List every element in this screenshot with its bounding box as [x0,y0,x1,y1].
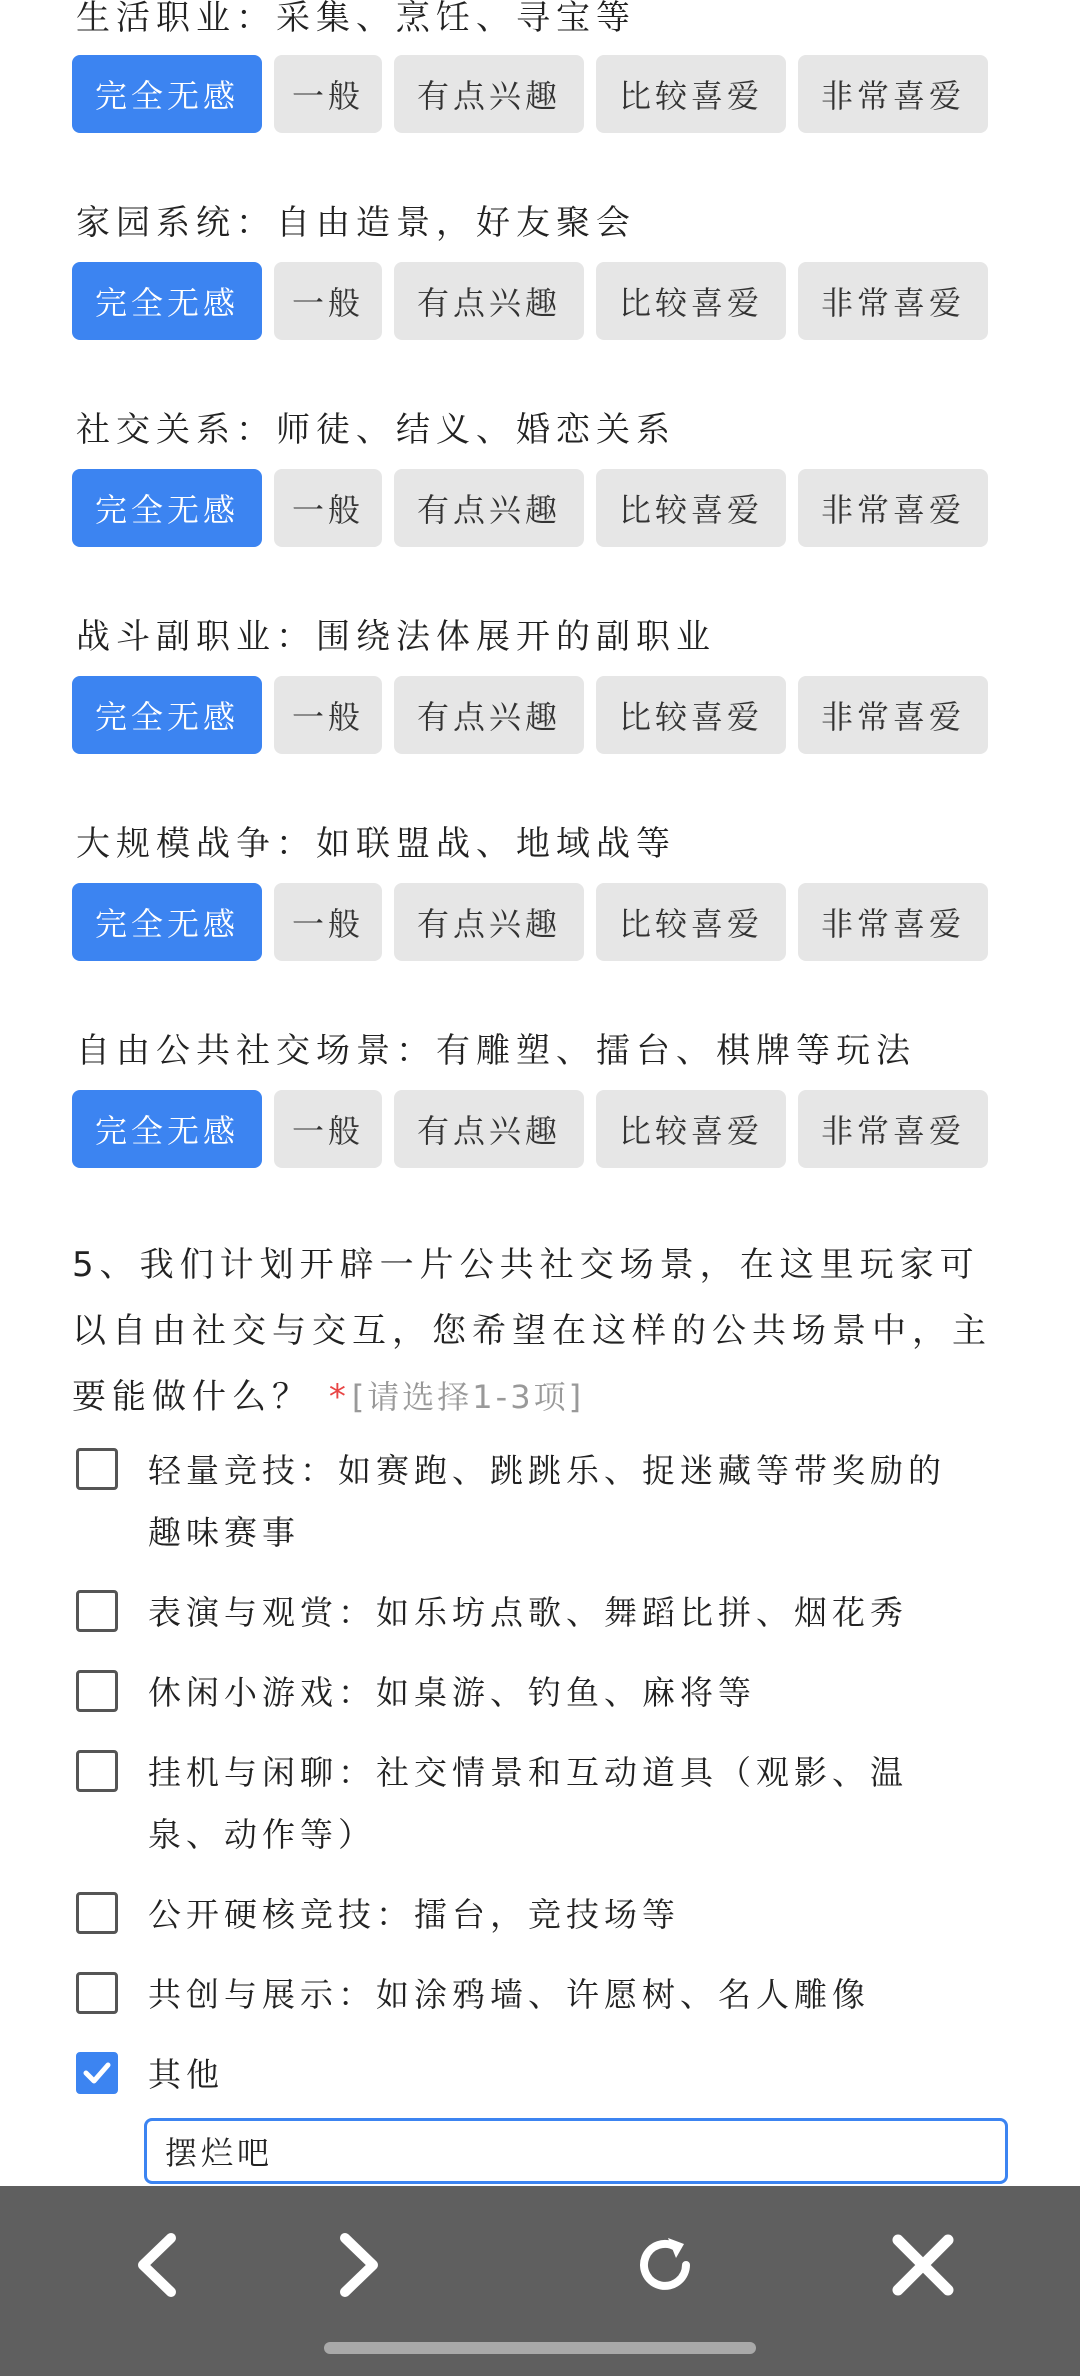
checkbox-option-other[interactable] [76,2044,978,2106]
option-average[interactable]: 一般 [274,469,382,547]
option-average[interactable]: 一般 [274,676,382,754]
row-label: 家园系统：自由造景，好友聚会 [76,203,636,243]
row-label: 自由公共社交场景：有雕塑、擂台、棋牌等玩法 [76,1031,916,1071]
checkbox-label: 表演与观赏：如乐坊点歌、舞蹈比拼、烟花秀 [148,1593,908,1632]
option-some-interest[interactable]: 有点兴趣 [394,883,584,961]
checkmark-icon [81,2057,113,2089]
back-icon [127,2230,187,2300]
forward-button[interactable] [314,2220,404,2310]
refresh-icon [630,2230,700,2300]
rating-options-row [72,676,988,754]
option-some-interest[interactable]: 有点兴趣 [394,262,584,340]
required-mark: * [328,1377,352,1417]
checkbox-label: 共创与展示：如涂鸦墙、许愿树、名人雕像 [148,1975,870,2014]
checkbox[interactable] [76,1892,118,1934]
checkbox-option[interactable] [76,1742,978,1866]
question-hint: [请选择1-3项] [351,1378,585,1416]
option-some-interest[interactable]: 有点兴趣 [394,469,584,547]
rating-options-row [72,883,988,961]
checkbox[interactable] [76,1750,118,1792]
option-like[interactable]: 比较喜爱 [596,1090,786,1168]
option-some-interest[interactable]: 有点兴趣 [394,55,584,133]
checkbox[interactable] [76,1972,118,2014]
option-love[interactable]: 非常喜爱 [798,469,988,547]
checkbox-label: 公开硬核竞技：擂台，竞技场等 [148,1895,680,1934]
option-average[interactable]: 一般 [274,262,382,340]
option-like[interactable]: 比较喜爱 [596,469,786,547]
option-love[interactable]: 非常喜爱 [798,1090,988,1168]
checkbox-option[interactable] [76,1440,978,1564]
option-none[interactable]: 完全无感 [72,676,262,754]
close-button[interactable] [878,2220,968,2310]
option-love[interactable]: 非常喜爱 [798,883,988,961]
option-love[interactable]: 非常喜爱 [798,262,988,340]
checkbox-label: 轻量竞技：如赛跑、跳跳乐、捉迷藏等带奖励的趣味赛事 [148,1451,946,1552]
close-icon [888,2230,958,2300]
option-none[interactable]: 完全无感 [72,55,262,133]
checkbox-option[interactable] [76,1582,978,1644]
checkbox[interactable] [76,1670,118,1712]
option-average[interactable]: 一般 [274,55,382,133]
option-love[interactable]: 非常喜爱 [798,55,988,133]
option-like[interactable]: 比较喜爱 [596,262,786,340]
option-some-interest[interactable]: 有点兴趣 [394,676,584,754]
row-label: 战斗副职业：围绕法体展开的副职业 [76,617,716,657]
option-none[interactable]: 完全无感 [72,1090,262,1168]
option-average[interactable]: 一般 [274,1090,382,1168]
option-like[interactable]: 比较喜爱 [596,55,786,133]
option-average[interactable]: 一般 [274,883,382,961]
checkbox-label: 休闲小游戏：如桌游、钓鱼、麻将等 [148,1673,756,1712]
home-indicator[interactable] [324,2342,756,2354]
question-5 [72,1232,1002,1430]
row-label: 生活职业：采集、烹饪、寻宝等 [76,0,636,38]
checkbox-label: 挂机与闲聊：社交情景和互动道具（观影、温泉、动作等） [148,1753,908,1854]
option-some-interest[interactable]: 有点兴趣 [394,1090,584,1168]
rating-options-row [72,1090,988,1168]
other-text-input[interactable]: 摆烂吧 [144,2118,1008,2184]
option-like[interactable]: 比较喜爱 [596,676,786,754]
question-5-text: 5、我们计划开辟一片公共社交场景，在这里玩家可以自由社交与交互，您希望在这样的公共场景中，主要能做什么？ [72,1245,992,1417]
row-label: 大规模战争：如联盟战、地域战等 [76,824,676,864]
option-love[interactable]: 非常喜爱 [798,676,988,754]
checkbox-option[interactable] [76,1662,978,1724]
rating-options-row [72,469,988,547]
bottom-nav-bar [0,2186,1080,2376]
rating-options-row [72,55,988,133]
checkbox-option[interactable] [76,1884,978,1946]
option-none[interactable]: 完全无感 [72,883,262,961]
checkbox[interactable] [76,1448,118,1490]
row-label: 社交关系：师徒、结义、婚恋关系 [76,410,676,450]
forward-icon [329,2230,389,2300]
option-none[interactable]: 完全无感 [72,469,262,547]
rating-options-row [72,262,988,340]
checkbox-option[interactable] [76,1964,978,2026]
option-none[interactable]: 完全无感 [72,262,262,340]
refresh-button[interactable] [620,2220,710,2310]
checkbox[interactable] [76,1590,118,1632]
checkbox-label: 其他 [148,2055,224,2094]
option-like[interactable]: 比较喜爱 [596,883,786,961]
back-button[interactable] [112,2220,202,2310]
checkbox-checked[interactable] [76,2052,118,2094]
